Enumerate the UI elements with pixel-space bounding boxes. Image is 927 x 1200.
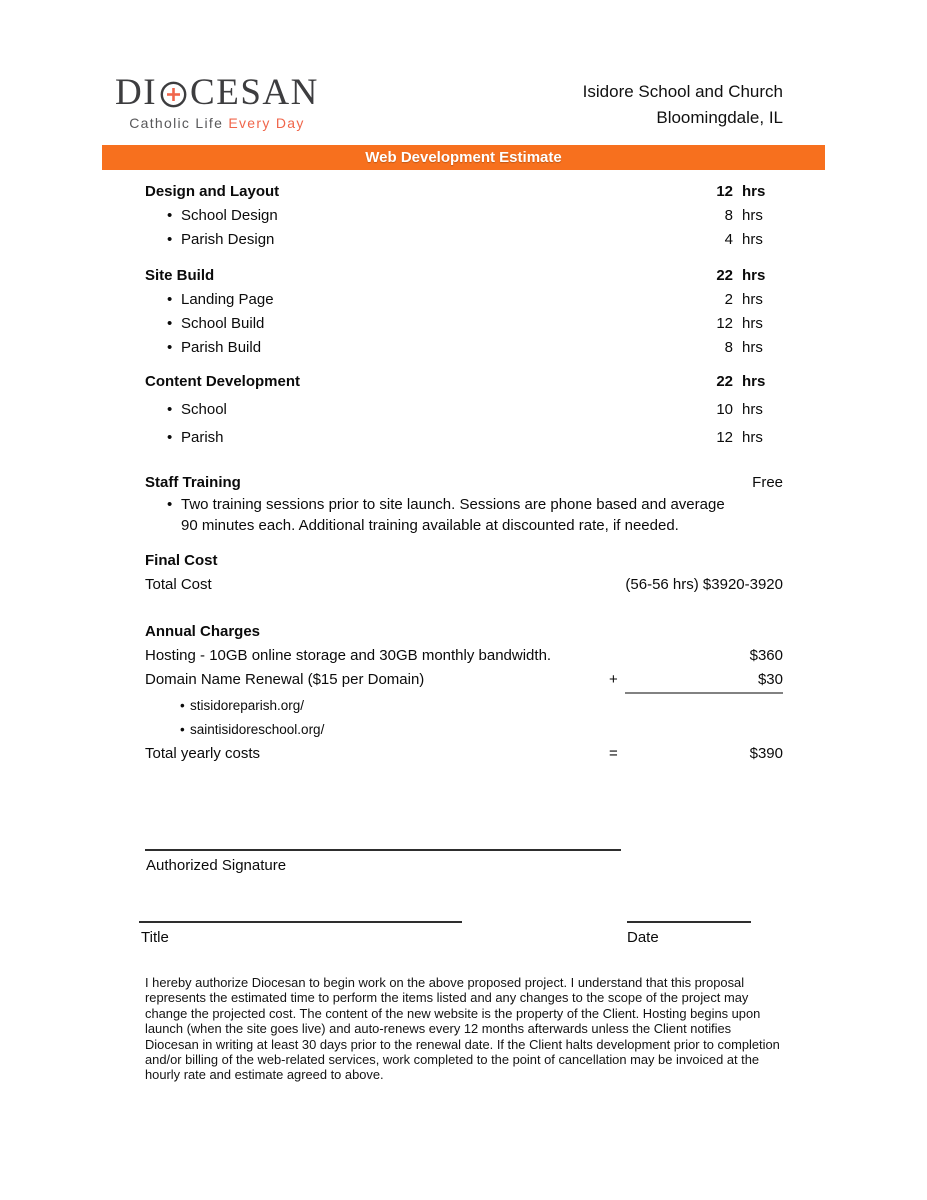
- note-text: Two training sessions prior to site launch. Sessions are phone based and average 90 minutes each. Additional training available at discounted rate, if needed.: [181, 496, 725, 534]
- total-cost-value: (56-56 hrs) $3920-3920: [625, 576, 783, 593]
- hours-unit: hrs: [742, 401, 763, 418]
- title-line: [139, 921, 462, 923]
- item-hours: 10: [716, 401, 733, 418]
- hours-unit: hrs: [742, 429, 763, 446]
- section-content-development: [145, 370, 783, 450]
- bullet-icon: •: [180, 698, 185, 713]
- banner-title: [102, 145, 825, 170]
- tagline-accent: Every Day: [228, 115, 305, 131]
- total-yearly-row: [145, 742, 783, 766]
- domain-url: stisidoreparish.org/: [190, 698, 305, 713]
- section-title: Site Build: [145, 267, 215, 284]
- authorized-signature-line: [145, 849, 621, 851]
- section-title: Final Cost: [145, 552, 218, 569]
- line-item-row: [145, 312, 783, 336]
- section-header-row: [145, 471, 783, 495]
- section-design-and-layout: [145, 180, 783, 252]
- section-title: Annual Charges: [145, 623, 261, 640]
- section-header-row: [145, 549, 783, 573]
- bullet-icon: •: [167, 207, 173, 224]
- logo-wordmark: [115, 72, 319, 113]
- section-hours: 22: [716, 373, 733, 390]
- bullet-icon: •: [167, 315, 173, 332]
- item-label: School Design: [181, 207, 278, 224]
- bullet-icon: •: [180, 722, 185, 737]
- client-info: [583, 76, 783, 131]
- banner-title-text: Web Development Estimate: [365, 149, 562, 166]
- domain-item: [145, 694, 783, 718]
- date-label: Date: [627, 929, 659, 946]
- document-header: [115, 72, 783, 131]
- logo-tagline: [115, 115, 319, 131]
- section-hours: 22: [716, 267, 733, 284]
- line-item-row: [145, 336, 783, 360]
- bullet-icon: •: [167, 339, 173, 356]
- date-line: [627, 921, 751, 923]
- hours-unit: hrs: [742, 373, 766, 390]
- item-label: Parish: [181, 429, 224, 446]
- line-item-row: [145, 204, 783, 228]
- section-title: Design and Layout: [145, 183, 280, 200]
- client-location: Bloomingdale, IL: [656, 108, 783, 127]
- hours-unit: hrs: [742, 267, 766, 284]
- line-item-row: [145, 288, 783, 312]
- section-header-row: [145, 370, 783, 394]
- hours-unit: hrs: [742, 291, 763, 308]
- total-cost-row: [145, 573, 783, 597]
- line-item-row: [145, 398, 783, 422]
- bullet-icon: •: [167, 496, 173, 513]
- section-staff-training: [145, 471, 783, 536]
- section-final-cost: [145, 549, 783, 597]
- client-name: Isidore School and Church: [582, 82, 783, 101]
- section-header-row: [145, 264, 783, 288]
- title-label: Title: [141, 929, 169, 946]
- item-label: School Build: [181, 315, 265, 332]
- diocesan-logo: [115, 72, 319, 131]
- domain-url: saintisidoreschool.org/: [190, 722, 325, 737]
- charge-label: Domain Name Renewal ($15 per Domain): [145, 671, 425, 688]
- plus-operator: +: [609, 671, 618, 688]
- section-header-row: [145, 180, 783, 204]
- item-label: Parish Build: [181, 339, 262, 356]
- section-header-row: [145, 620, 783, 644]
- hours-unit: hrs: [742, 183, 766, 200]
- item-hours: 4: [724, 231, 733, 248]
- item-label: Landing Page: [181, 291, 274, 308]
- item-hours: 8: [724, 339, 733, 356]
- bullet-icon: •: [167, 429, 173, 446]
- section-title: Content Development: [145, 373, 301, 390]
- bullet-icon: •: [167, 291, 173, 308]
- section-annual-charges: [145, 620, 783, 766]
- charge-value: $30: [625, 668, 783, 694]
- logo-text-start: DI: [115, 72, 158, 113]
- equals-operator: =: [609, 745, 618, 762]
- line-item-row: [145, 228, 783, 252]
- bullet-icon: •: [167, 401, 173, 418]
- domain-item: [145, 718, 783, 742]
- tagline-prefix: Catholic Life: [129, 115, 229, 131]
- section-title: Staff Training: [145, 474, 241, 491]
- line-item-row: [145, 426, 783, 450]
- item-hours: 12: [716, 315, 733, 332]
- authorized-signature-label: Authorized Signature: [146, 857, 287, 874]
- staff-training-value: Free: [752, 474, 783, 491]
- charge-label: Hosting - 10GB online storage and 30GB monthly bandwidth.: [145, 647, 552, 664]
- item-hours: 12: [716, 429, 733, 446]
- hours-unit: hrs: [742, 231, 763, 248]
- hosting-row: [145, 644, 783, 668]
- hours-unit: hrs: [742, 315, 763, 332]
- authorization-terms: I hereby authorize Diocesan to begin work on the above proposed project. I understand that this proposal represents the estimated time to perform the items listed and any changes to the scope of the project may change the projected cost. The content of the new website is the property of the Client. Hosting begins upon launch (when the site goes live) and auto-renews every 12 months afterwards unless the Client notifies Diocesan in writing at least 30 days prior to the renewal date. If the Client halts development prior to completion and/or billing of the web-related services, work completed to the point of cancellation may be invoiced at the hourly rate and estimate agreed to above.: [145, 975, 780, 1083]
- hours-unit: hrs: [742, 339, 763, 356]
- item-label: Parish Design: [181, 231, 275, 248]
- section-hours: 12: [716, 183, 733, 200]
- total-cost-label: Total Cost: [145, 576, 212, 593]
- item-hours: 8: [724, 207, 733, 224]
- cross-circle-icon: [160, 81, 187, 108]
- total-yearly-value: $390: [749, 745, 783, 762]
- section-site-build: [145, 264, 783, 360]
- domain-renewal-row: [145, 668, 783, 694]
- hours-unit: hrs: [742, 207, 763, 224]
- logo-text-end: CESAN: [190, 72, 319, 113]
- bullet-icon: •: [167, 231, 173, 248]
- estimate-body: [145, 180, 783, 766]
- item-label: School: [181, 401, 227, 418]
- charge-value: $360: [749, 647, 783, 664]
- staff-training-note: [145, 495, 783, 536]
- item-hours: 2: [724, 291, 733, 308]
- total-yearly-label: Total yearly costs: [145, 745, 261, 762]
